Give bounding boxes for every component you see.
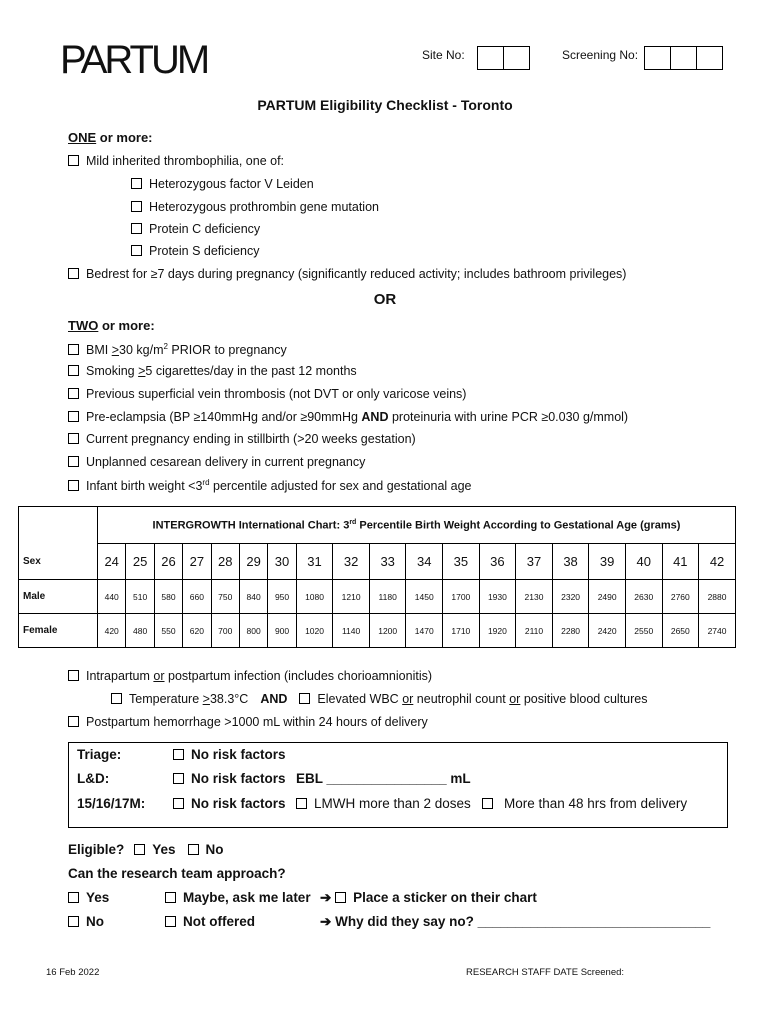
arrow-right-icon: ➔ [320,914,332,929]
week-cell: 25 [126,544,154,580]
weight-cell: 1920 [479,614,516,648]
weight-cell: 1450 [406,580,443,614]
birth-weight-item[interactable]: Infant birth weight <3rd percentile adjusted for sex and gestational age [68,478,472,493]
footer-staff: RESEARCH STAFF DATE Screened: [466,967,625,978]
week-cell: 32 [333,544,370,580]
week-cell: 28 [211,544,239,580]
checkbox[interactable] [173,773,184,784]
checkbox[interactable] [68,892,79,903]
weight-cell: 840 [239,580,267,614]
checkbox[interactable] [68,670,79,681]
or-divider: OR [373,291,397,308]
thrombophilia-item[interactable]: Mild inherited thrombophilia, one of: [68,154,284,168]
corner-cell [19,507,98,544]
weight-cell: 1700 [443,580,480,614]
ward-label: 15/16/17M: [77,796,146,811]
arrow-right-icon: ➔ [320,890,332,905]
female-label: Female [19,614,98,648]
checkbox[interactable] [68,916,79,927]
screening-no-boxes[interactable] [645,46,723,70]
checkbox[interactable] [173,749,184,760]
weight-cell: 700 [211,614,239,648]
checkbox[interactable] [68,155,79,166]
approach-question: Can the research team approach? [68,866,286,881]
weight-cell: 480 [126,614,154,648]
week-cell: 39 [589,544,626,580]
cesarean-item[interactable]: Unplanned cesarean delivery in current pregnancy [68,455,365,469]
weight-cell: 580 [154,580,182,614]
checkbox[interactable] [188,844,199,855]
female-row [19,614,736,648]
weight-cell: 1020 [296,614,333,648]
weight-cell: 2630 [625,580,662,614]
week-cell: 37 [516,544,553,580]
weight-cell: 2280 [552,614,589,648]
male-row [19,580,736,614]
week-cell: 27 [183,544,211,580]
not-offered[interactable]: Not offered [165,914,255,929]
ld-no-risk[interactable]: No risk factors [173,771,286,786]
week-cell: 38 [552,544,589,580]
sticker-item[interactable]: ➔ Place a sticker on their chart [320,890,537,905]
weight-cell: 1210 [333,580,370,614]
week-cell: 33 [369,544,406,580]
checkbox[interactable] [111,693,122,704]
week-cell: 30 [268,544,296,580]
sex-label: Sex [19,544,98,580]
weight-cell: 2740 [699,614,736,648]
screening-no-label: Screening No: [562,48,639,62]
weight-cell: 1930 [479,580,516,614]
weight-cell: 900 [268,614,296,648]
ld-label: L&D: [77,771,110,786]
weight-cell: 2760 [662,580,699,614]
weight-cell: 2550 [625,614,662,648]
weight-cell: 2320 [552,580,589,614]
weight-cell: 2490 [589,580,626,614]
checkbox[interactable] [131,201,142,212]
week-cell: 36 [479,544,516,580]
preeclampsia-item[interactable]: Pre-eclampsia (BP ≥140mmHg and/or ≥90mmHg AND proteinuria with urine PCR ≥0.030 g/mmol) [68,410,628,424]
weight-cell: 510 [126,580,154,614]
infection-item[interactable]: Intrapartum or postpartum infection (includes chorioamnionitis) [68,669,432,683]
weight-cell: 620 [183,614,211,648]
triage-no-risk[interactable]: No risk factors [173,747,286,762]
weight-cell: 950 [268,580,296,614]
weight-cell: 2130 [516,580,553,614]
week-cell: 41 [662,544,699,580]
protein-s-item[interactable]: Protein S deficiency [131,244,259,258]
weight-cell: 2110 [516,614,553,648]
weight-cell: 1710 [443,614,480,648]
approach-maybe[interactable]: Maybe, ask me later [165,890,311,905]
weight-cell: 1140 [333,614,370,648]
weight-cell: 660 [183,580,211,614]
site-no-label: Site No: [422,48,465,62]
page-title: PARTUM Eligibility Checklist - Toronto [257,97,513,113]
weeks-row [19,544,736,580]
checkbox[interactable] [165,892,176,903]
bedrest-item[interactable]: Bedrest for ≥7 days during pregnancy (significantly reduced activity; includes bathroom privileges) [68,267,626,281]
week-cell: 24 [98,544,126,580]
checkbox[interactable] [68,433,79,444]
two-or-more-heading: TWO or more: [68,318,155,333]
pph-item[interactable]: Postpartum hemorrhage >1000 mL within 24 hours of delivery [68,715,428,729]
svt-item[interactable]: Previous superficial vein thrombosis (not DVT or only varicose veins) [68,387,466,401]
approach-no[interactable]: No [68,914,104,929]
checkbox[interactable] [68,344,79,355]
prothrombin-item[interactable]: Heterozygous prothrombin gene mutation [131,200,379,214]
week-cell: 42 [699,544,736,580]
bmi-item[interactable]: BMI >30 $kg/m^2$ PRIOR to pregnancy [68,342,287,357]
week-cell: 34 [406,544,443,580]
weight-cell: 2420 [589,614,626,648]
footer-date: 16 Feb 2022 [46,967,100,978]
eligible-question: Eligible? Yes No [68,842,224,857]
weight-cell: 550 [154,614,182,648]
week-cell: 29 [239,544,267,580]
approach-yes[interactable]: Yes [68,890,109,905]
factor-v-item[interactable]: Heterozygous factor V Leiden [131,177,314,191]
checkbox[interactable] [68,456,79,467]
weight-cell: 1200 [369,614,406,648]
partum-logo: PARTUM [60,38,208,82]
checkbox[interactable] [68,480,79,491]
checkbox[interactable] [299,693,310,704]
weight-cell: 440 [98,580,126,614]
checkbox[interactable] [131,245,142,256]
stillbirth-item[interactable]: Current pregnancy ending in stillbirth (>20 weeks gestation) [68,432,416,446]
checkbox[interactable] [131,178,142,189]
table-title: INTERGROWTH International Chart: 3rd Percentile Birth Weight According to Gestational Age (grams) [98,507,736,544]
weight-cell: 2650 [662,614,699,648]
checkbox[interactable] [68,716,79,727]
ward-no-risk[interactable]: No risk factors [173,796,286,811]
temperature-item[interactable]: Temperature >38.3°C AND Elevated WBC or neutrophil count or positive blood cultures [111,692,648,706]
checkbox[interactable] [68,365,79,376]
site-no-boxes[interactable] [478,46,530,70]
checkbox[interactable] [335,892,346,903]
weight-cell: 800 [239,614,267,648]
weight-cell: 1180 [369,580,406,614]
week-cell: 31 [296,544,333,580]
lmwh-item[interactable]: LMWH more than 2 doses [296,796,471,811]
weight-cell: 1470 [406,614,443,648]
weight-cell: 750 [211,580,239,614]
weight-cell: 1080 [296,580,333,614]
weight-cell: 420 [98,614,126,648]
protein-c-item[interactable]: Protein C deficiency [131,222,260,236]
checkbox[interactable] [296,798,307,809]
week-cell: 40 [625,544,662,580]
ebl-field[interactable]: EBL ________________ mL [296,771,471,786]
checkbox[interactable] [131,223,142,234]
triage-label: Triage: [77,747,122,762]
weight-cell: 2880 [699,580,736,614]
checkbox[interactable] [134,844,145,855]
smoking-item[interactable]: Smoking >5 cigarettes/day in the past 12 months [68,364,357,378]
why-no-field[interactable]: ➔ Why did they say no? _______________________________ [320,914,711,929]
more48-item[interactable]: More than 48 hrs from delivery [482,796,687,811]
checkbox[interactable] [68,388,79,399]
checkbox[interactable] [173,798,184,809]
checkbox[interactable] [68,268,79,279]
checkbox[interactable] [68,411,79,422]
intergrowth-table [18,506,736,648]
week-cell: 26 [154,544,182,580]
checkbox[interactable] [165,916,176,927]
week-cell: 35 [443,544,480,580]
male-label: Male [19,580,98,614]
checkbox[interactable] [482,798,493,809]
one-or-more-heading: ONE or more: [68,130,153,145]
